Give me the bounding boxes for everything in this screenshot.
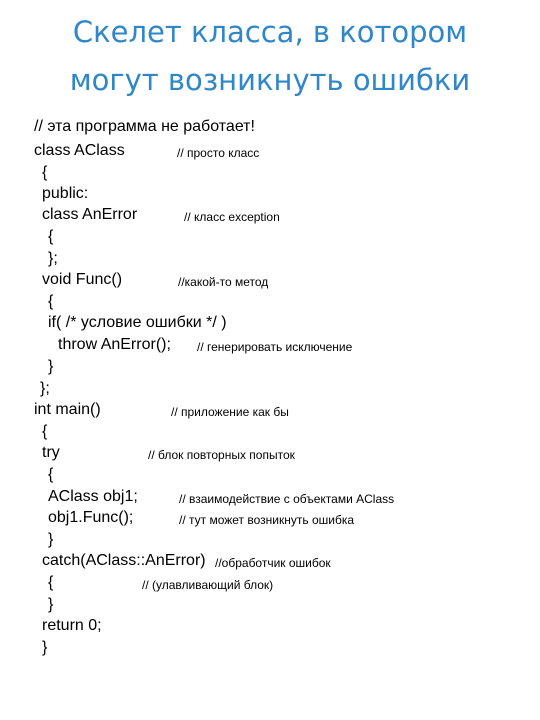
code-line-brace-close: } [42, 639, 48, 656]
code-line-intro-comment: // эта программа не работает! [34, 118, 255, 135]
comment-application: // приложение как бы [171, 405, 289, 419]
code-line-brace: { [48, 293, 54, 310]
code-line-class-anerror: class AnError [42, 206, 138, 223]
comment-some-method: //какой-то метод [178, 275, 269, 289]
comment-interaction: // взаимодействие с объектами AClass [179, 492, 395, 506]
code-line-brace-close: }; [48, 250, 58, 267]
code-line-brace-close: }; [40, 380, 50, 397]
code-line-brace: { [48, 466, 54, 483]
code-line-brace: { [42, 164, 48, 181]
code-line-obj1-func: obj1.Func(); [48, 509, 134, 526]
comment-error-handler: //обработчик ошибок [215, 556, 331, 570]
code-line-catch: catch(AClass::AnError) [42, 552, 206, 569]
comment-exception-class: // класс exception [184, 210, 280, 224]
comment-try-block: // блок повторных попыток [148, 448, 295, 462]
code-line-if-condition: if( /* условие ошибки */ ) [48, 314, 227, 331]
code-line-brace-close: } [48, 596, 54, 613]
comment-throw-exception: // генерировать исключение [197, 340, 353, 354]
code-line-try: try [42, 444, 60, 461]
code-line-brace: { [48, 574, 54, 591]
code-line-brace-close: } [48, 358, 54, 375]
code-line-brace: { [48, 228, 54, 245]
code-line-brace-close: } [48, 531, 54, 548]
comment-catch-block: // (улавливающий блок) [142, 578, 274, 592]
slide-title [0, 8, 540, 104]
code-line-throw: throw AnError(); [58, 336, 171, 353]
comment-error-may-occur: // тут может возникнуть ошибка [179, 513, 355, 527]
code-line-public: public: [42, 185, 89, 202]
slide-title-line-1: Скелет класса, в котором [72, 15, 468, 49]
code-line-return: return 0; [42, 617, 102, 634]
code-line-brace: { [42, 423, 48, 440]
code-line-class-aclass: class AClass [34, 142, 125, 159]
code-line-aclass-obj1: AClass obj1; [48, 488, 138, 505]
code-line-int-main: int main() [34, 401, 101, 418]
slide-title-line-2: могут возникнуть ошибки [69, 63, 471, 97]
code-line-void-func: void Func() [42, 271, 123, 288]
comment-simple-class: // просто класс [177, 146, 260, 160]
